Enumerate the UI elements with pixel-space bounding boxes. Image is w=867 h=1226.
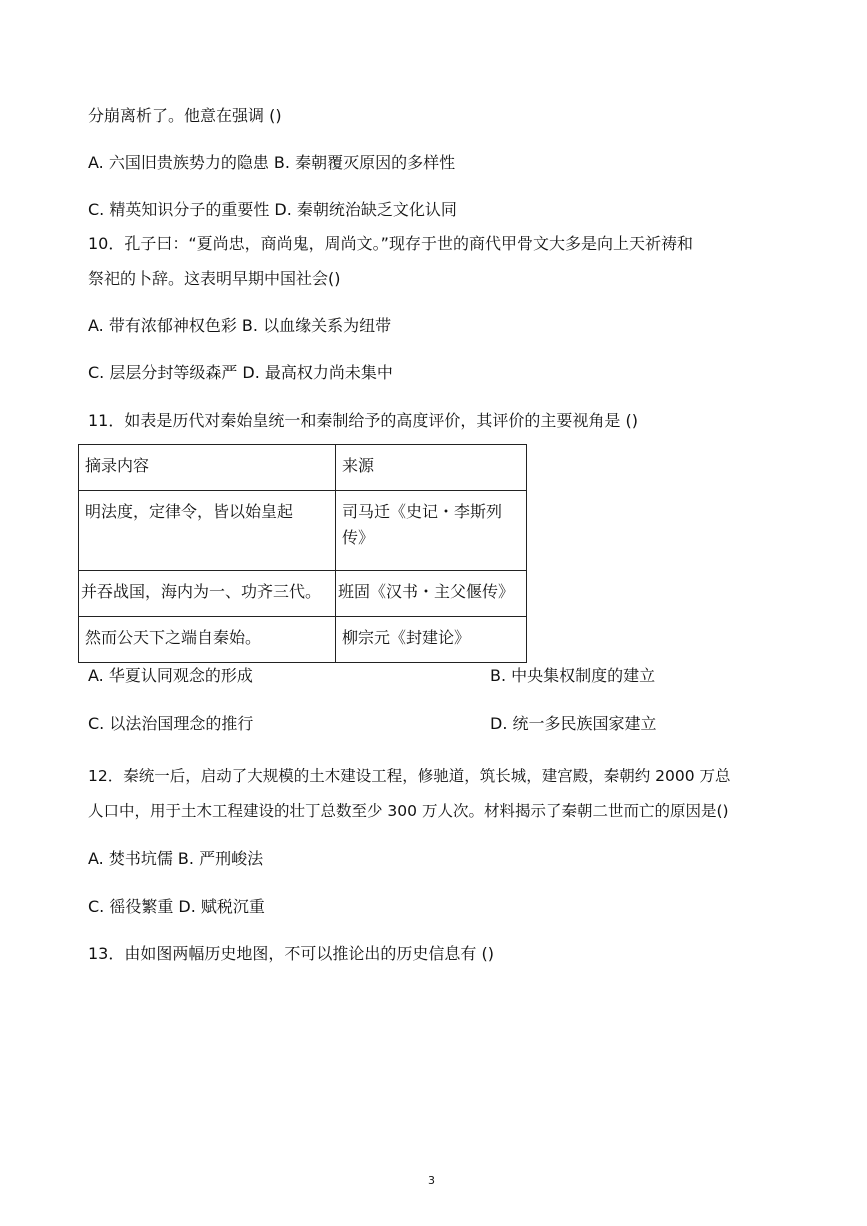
question-stem: 13．由如图两幅历史地图，不可以推论出的历史信息有 () (88, 944, 494, 963)
table-cell: 并吞战国，海内为一、功齐三代。 (79, 571, 336, 617)
option-line: D. 统一多民族国家建立 (490, 714, 657, 733)
table-cell: 柳宗元《封建论》 (336, 617, 527, 663)
table-cell: 明法度，定律令，皆以始皇起 (79, 491, 336, 571)
question-stem: 12．秦统一后，启动了大规模的土木建设工程，修驰道，筑长城，建宫殿，秦朝约 2000 万总 (88, 767, 731, 785)
option-line: C. 精英知识分子的重要性 D. 秦朝统治缺乏文化认同 (88, 200, 457, 219)
table-header-cell: 来源 (336, 445, 527, 491)
table-header-cell: 摘录内容 (79, 445, 336, 491)
option-line: A. 带有浓郁神权色彩 B. 以血缘关系为纽带 (88, 316, 392, 335)
table-cell: 然而公天下之端自秦始。 (79, 617, 336, 663)
page-number: 3 (428, 1174, 435, 1187)
option-line: A. 六国旧贵族势力的隐患 B. 秦朝覆灭原因的多样性 (88, 153, 456, 172)
table-row (79, 491, 527, 571)
option-line: C. 层层分封等级森严 D. 最高权力尚未集中 (88, 363, 393, 382)
option-line: A. 焚书坑儒 B. 严刑峻法 (88, 849, 264, 868)
option-line: C. 徭役繁重 D. 赋税沉重 (88, 897, 265, 916)
table-cell: 班固《汉书・主父偃传》 (336, 571, 527, 617)
table-header-row (79, 445, 527, 491)
option-line: B. 中央集权制度的建立 (490, 666, 656, 685)
question-stem: 人口中，用于土木工程建设的壮丁总数至少 300 万人次。材料揭示了秦朝二世而亡的原因是() (88, 802, 729, 820)
table-row (79, 617, 527, 663)
source-table (78, 444, 527, 663)
question-stem: 11．如表是历代对秦始皇统一和秦制给予的高度评价，其评价的主要视角是 () (88, 411, 638, 430)
question-stem: 10．孔子曰：“夏尚忠，商尚鬼，周尚文。”现存于世的商代甲骨文大多是向上天祈祷和 (88, 234, 693, 253)
option-line: A. 华夏认同观念的形成 (88, 666, 253, 685)
question-stem: 祭祀的卜辞。这表明早期中国社会() (88, 269, 341, 288)
table-row (79, 571, 527, 617)
table-cell: 司马迁《史记・李斯列传》 (336, 491, 527, 571)
text-line: 分崩离析了。他意在强调 () (88, 106, 282, 125)
option-line: C. 以法治国理念的推行 (88, 714, 254, 733)
